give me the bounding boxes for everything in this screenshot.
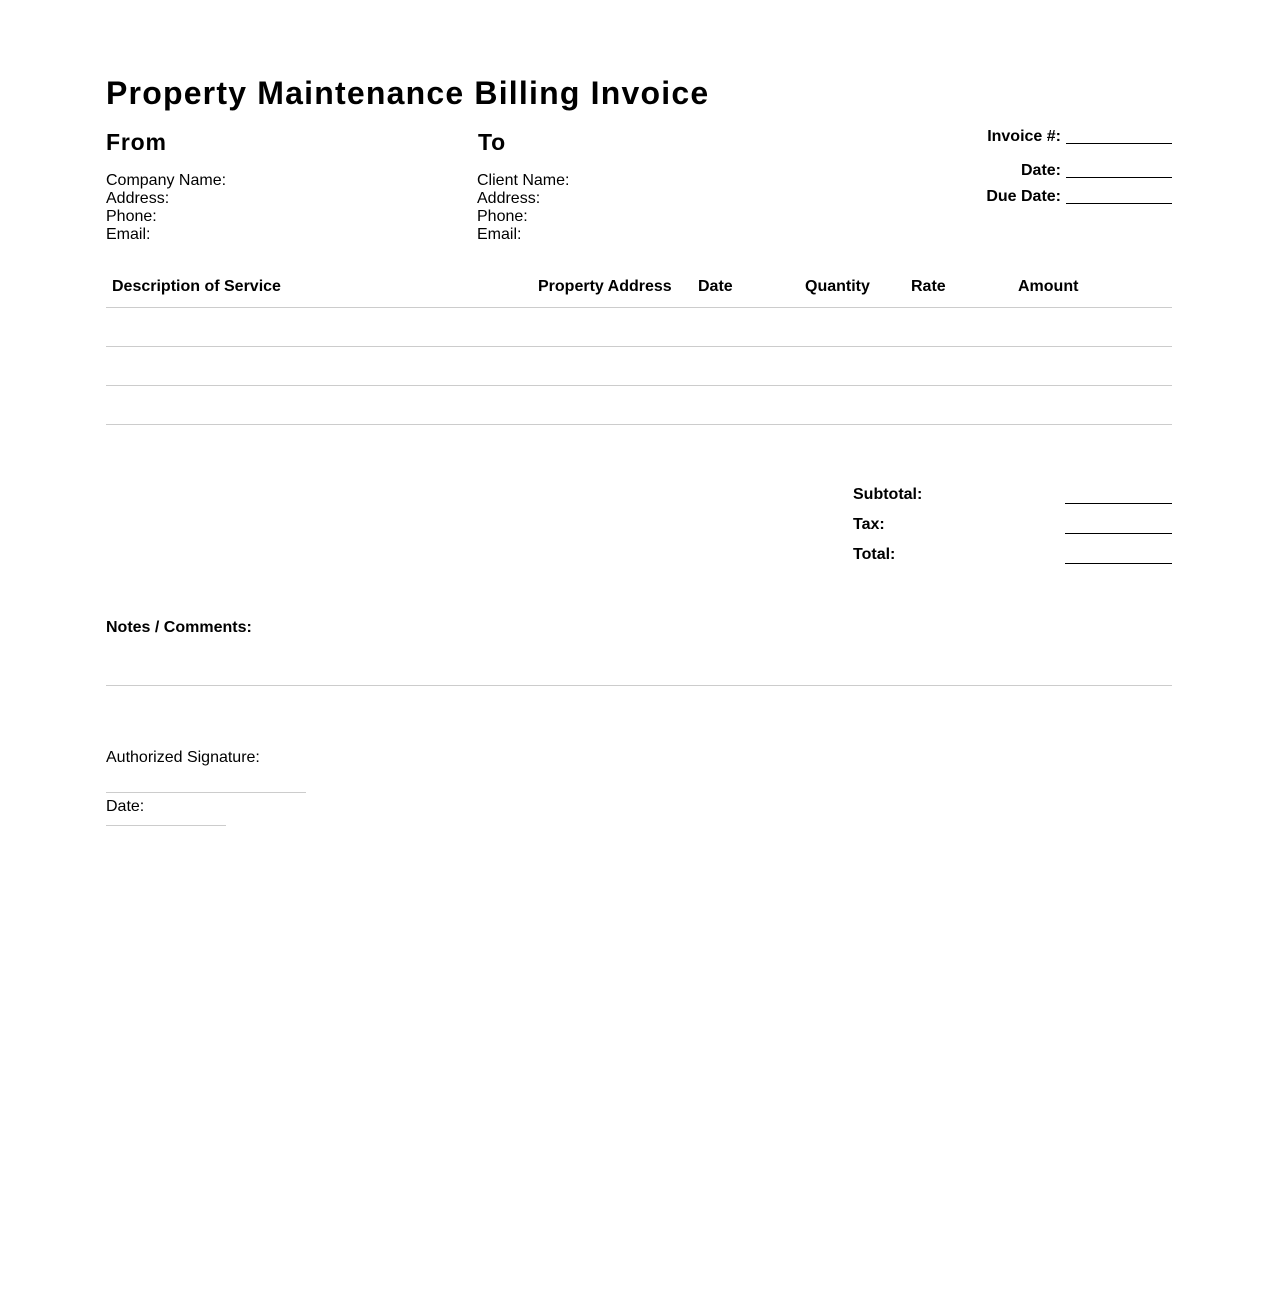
to-fields bbox=[477, 172, 569, 244]
notes-line[interactable] bbox=[106, 685, 1172, 686]
due-date-field bbox=[986, 188, 1172, 206]
signature-date-label: Date: bbox=[106, 798, 145, 815]
signature-line[interactable] bbox=[106, 792, 306, 793]
services-table-header bbox=[106, 270, 1172, 308]
to-address-label: Address: bbox=[477, 190, 541, 207]
from-company-name-label: Company Name: bbox=[106, 172, 227, 189]
to-client-name-label: Client Name: bbox=[477, 172, 570, 189]
from-email-label: Email: bbox=[106, 226, 151, 243]
column-property-address: Property Address bbox=[538, 278, 672, 295]
tax-line[interactable] bbox=[1065, 533, 1172, 534]
due-date-line[interactable] bbox=[1066, 189, 1172, 204]
column-description: Description of Service bbox=[112, 278, 281, 295]
invoice-date-label: Date: bbox=[1020, 162, 1061, 179]
table-row[interactable] bbox=[106, 308, 1172, 347]
invoice-number-field bbox=[987, 128, 1172, 146]
column-date: Date bbox=[698, 278, 733, 295]
column-amount: Amount bbox=[1018, 278, 1079, 295]
invoice-page bbox=[106, 0, 1172, 1300]
column-rate: Rate bbox=[911, 278, 946, 295]
total-line[interactable] bbox=[1065, 563, 1172, 564]
total-label: Total: bbox=[853, 546, 896, 563]
from-phone-label: Phone: bbox=[106, 208, 157, 225]
to-email-label: Email: bbox=[477, 226, 522, 243]
invoice-number-label: Invoice #: bbox=[987, 128, 1061, 145]
due-date-label: Due Date: bbox=[986, 188, 1061, 205]
signature-date-line[interactable] bbox=[106, 825, 226, 826]
table-row[interactable] bbox=[106, 347, 1172, 386]
to-phone-label: Phone: bbox=[477, 208, 528, 225]
from-fields bbox=[106, 172, 226, 244]
notes-label: Notes / Comments: bbox=[106, 619, 252, 636]
tax-label: Tax: bbox=[853, 516, 885, 533]
invoice-title: Property Maintenance Billing Invoice bbox=[106, 75, 710, 111]
invoice-date-line[interactable] bbox=[1066, 163, 1172, 178]
subtotal-label: Subtotal: bbox=[853, 486, 923, 503]
column-quantity: Quantity bbox=[805, 278, 870, 295]
to-heading: To bbox=[478, 129, 506, 155]
authorized-signature-label: Authorized Signature: bbox=[106, 749, 260, 766]
from-address-label: Address: bbox=[106, 190, 170, 207]
invoice-number-line[interactable] bbox=[1066, 129, 1172, 144]
from-heading: From bbox=[106, 129, 167, 155]
subtotal-line[interactable] bbox=[1065, 503, 1172, 504]
table-row[interactable] bbox=[106, 386, 1172, 425]
invoice-date-field bbox=[1021, 162, 1172, 180]
